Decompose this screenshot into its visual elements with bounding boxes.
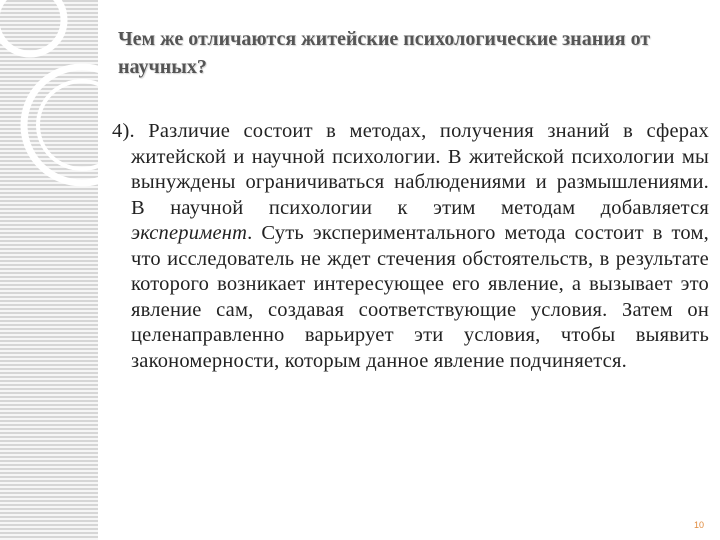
slide-title: Чем же отличаются житейские психологические знания от научных?	[118, 28, 651, 78]
body-text-part-1: 4). Различие состоит в методах, получения знаний в сферах житейской и научной психологии. В житейской психологии мы вынуждены ограничиваться наблюдениями и размышлениями. В научной психологии к этим методам добавляется	[112, 120, 709, 219]
decorative-circles	[0, 0, 98, 540]
decorative-circle-top	[0, 0, 64, 54]
body-text-part-2: . Суть экспериментального метода состоит в том, что исследователь не ждет стечения обстоятельств, в результате которого возникает интересующее его явление, а вызывает это явление сам, создавая соответствующие условия. Затем он целенаправленно варьирует эти условия, чтобы выявить закономерности, которым данное явление подчиняется.	[131, 222, 709, 372]
decorative-circle-inner	[38, 81, 98, 169]
page-number: 10	[693, 520, 704, 530]
slide-body-text	[112, 119, 709, 374]
body-text-emphasis: эксперимент	[131, 222, 248, 244]
